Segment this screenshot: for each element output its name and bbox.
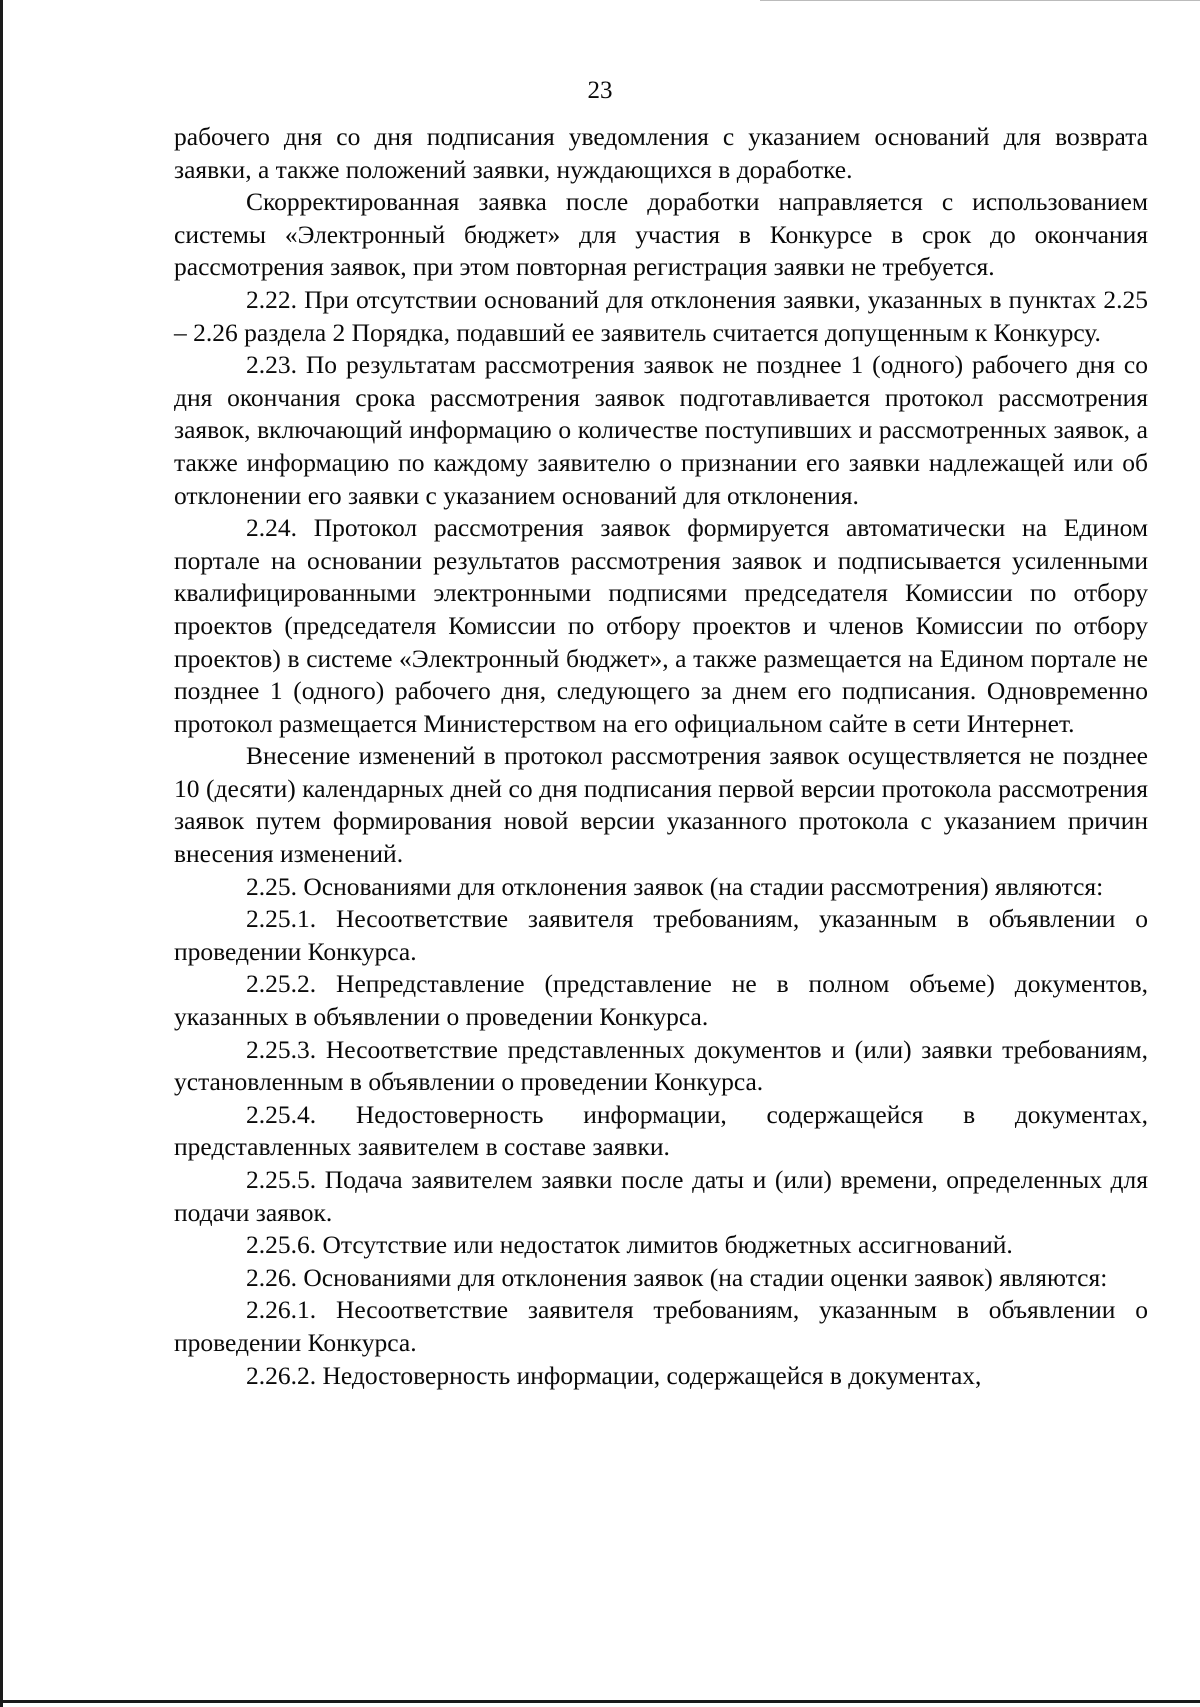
paragraph-clause-2-25-1: 2.25.1. Несоответствие заявителя требованиям, указанным в объявлении о проведении Конкурса.: [174, 904, 1148, 966]
paragraph-clause-2-25-2: 2.25.2. Непредставление (представление не в полном объеме) документов, указанных в объявлении о проведении Конкурса.: [174, 969, 1148, 1032]
paragraph-clause-2-25-6: 2.25.6. Отсутствие или недостаток лимитов бюджетных ассигнований.: [246, 1230, 1013, 1260]
paragraph-clause-2-24: 2.24. Протокол рассмотрения заявок формируется автоматически на Едином портале на основании результатов рассмотрения заявок и подписывается усиленными квалифицированными электронными подписями председателя Комиссии по отбору проектов (председателя Комиссии по отбору проектов и членов Комиссии по отбору проектов) в системе «Электронный бюджет», а также размещается на Едином портале не позднее 1 (одного) рабочего дня, следующего за днем его подписания. Одновременно протокол размещается Министерством на его официальном сайте в сети Интернет.: [174, 513, 1148, 738]
paragraph-clause-2-25-3: 2.25.3. Несоответствие представленных документов и (или) заявки требованиям, установленным в объявлении о проведении Конкурса.: [174, 1034, 1148, 1097]
paragraph: Внесение изменений в протокол рассмотрения заявок осуществляется не позднее 10 (десяти) календарных дней со дня подписания первой версии протокола рассмотрения заявок путем формирования новой версии указанного протокола с указанием причин внесения изменений.: [174, 741, 1148, 869]
page-number: 23: [587, 77, 613, 104]
scan-border-top: [760, 0, 1200, 1]
paragraph-clause-2-26-1: 2.26.1. Несоответствие заявителя требованиям, указанным в объявлении о проведении Конкурса.: [174, 1295, 1148, 1357]
paragraph-clause-2-25-4: 2.25.4. Недостоверность информации, содержащейся в документах, представленных заявителем в составе заявки.: [174, 1099, 1148, 1162]
paragraph-clause-2-25: 2.25. Основаниями для отклонения заявок (на стадии рассмотрения) являются:: [246, 871, 1104, 901]
document-body: [174, 121, 1148, 1392]
paragraph-clause-2-25-5: 2.25.5. Подача заявителем заявки после даты и (или) времени, определенных для подачи заявок.: [174, 1165, 1148, 1227]
paragraph: Скорректированная заявка после доработки направляется с использованием системы «Электронный бюджет» для участия в Конкурсе в срок до окончания рассмотрения заявок, при этом повторная регистрация заявки не требуется.: [174, 187, 1148, 282]
scan-border-bottom: [0, 1700, 1200, 1703]
paragraph-clause-2-22: 2.22. При отсутствии оснований для отклонения заявки, указанных в пунктах 2.25 – 2.26 раздела 2 Порядка, подавший ее заявитель считается допущенным к Конкурсу.: [174, 284, 1148, 347]
paragraph-clause-2-26: 2.26. Основаниями для отклонения заявок (на стадии оценки заявок) являются:: [246, 1262, 1108, 1292]
scan-border-left: [0, 0, 3, 1707]
paragraph-clause-2-26-2: 2.26.2. Недостоверность информации, содержащейся в документах,: [246, 1360, 982, 1390]
paragraph: рабочего дня со дня подписания уведомления с указанием оснований для возврата заявки, а также положений заявки, нуждающихся в доработке.: [174, 122, 1148, 184]
paragraph-clause-2-23: 2.23. По результатам рассмотрения заявок не позднее 1 (одного) рабочего дня со дня окончания срока рассмотрения заявок подготавливается протокол рассмотрения заявок, включающий информацию о количестве поступивших и рассмотренных заявок, а также информацию по каждому заявителю о признании его заявки надлежащей или об отклонении его заявки с указанием оснований для отклонения.: [174, 350, 1148, 510]
